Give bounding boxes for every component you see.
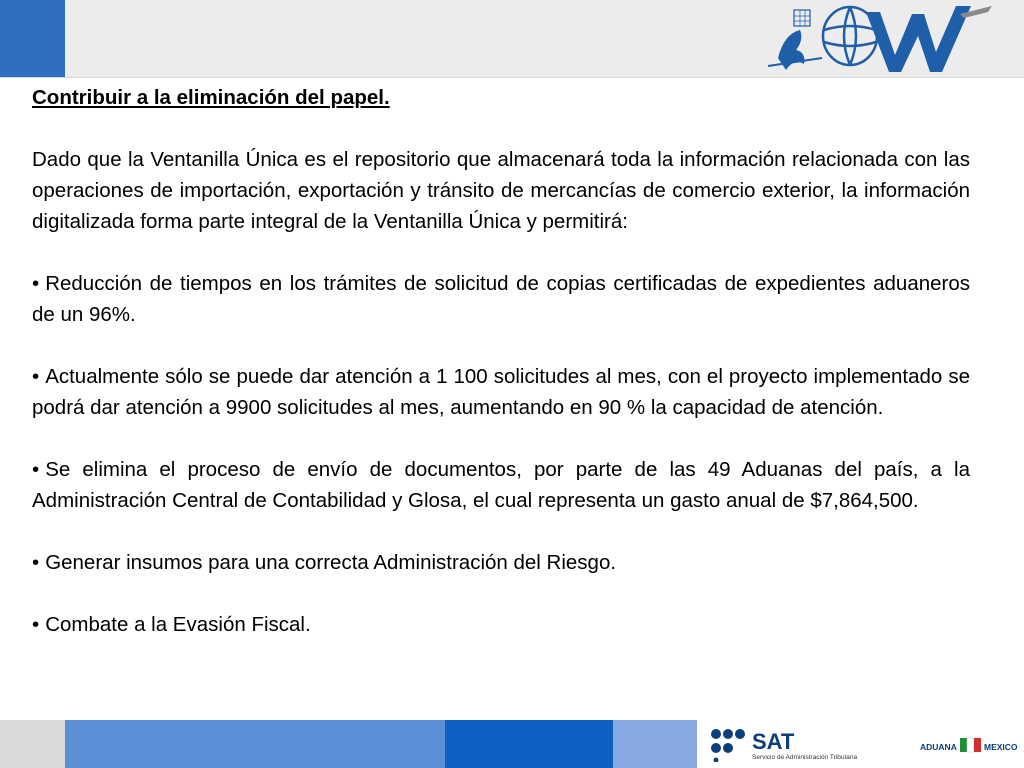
slide-content [32, 82, 970, 671]
bullet-item [32, 268, 970, 330]
aduana-text: ADUANA [920, 742, 957, 752]
intro-paragraph: Dado que la Ventanilla Única es el repositorio que almacenará toda la información relacionada con las operaciones de importación, exportación y tránsito de mercancías de comercio exterior, la información digitalizada forma parte integral de la Ventanilla Única y permitirá: [32, 148, 970, 233]
sat-logo-icon [708, 722, 908, 762]
sat-text: SAT [752, 729, 795, 754]
bullet-icon: • [32, 551, 40, 574]
bullet-text: Combate a la Evasión Fiscal. [45, 613, 311, 636]
bullet-item [32, 454, 970, 516]
slide-heading: Contribuir a la eliminación del papel. [32, 86, 390, 109]
footer-segment-gray [0, 720, 65, 768]
mexico-text: MEXICO [984, 742, 1018, 752]
accent-block [0, 0, 65, 78]
bullet-item [32, 547, 970, 578]
aduana-mexico-logo-icon [918, 736, 1022, 756]
bullet-icon: • [32, 458, 40, 481]
sat-subtitle: Servicio de Administración Tributaria [752, 754, 858, 761]
footer-segment-dark-blue [445, 720, 613, 768]
ventanilla-unica-logo-icon [764, 0, 996, 78]
footer-segment-blue [65, 720, 445, 768]
bullet-item [32, 609, 970, 640]
bullet-icon: • [32, 613, 40, 636]
bullet-text: Reducción de tiempos en los trámites de solicitud de copias certificadas de expedientes aduaneros de un 96%. [32, 272, 970, 326]
bullet-text: Actualmente sólo se puede dar atención a 1 100 solicitudes al mes, con el proyecto implementado se podrá dar atención a 9900 solicitudes al mes, aumentando en 90 % la capacidad de atención. [32, 365, 970, 419]
bullet-icon: • [32, 365, 40, 388]
bullet-item [32, 361, 970, 423]
bullet-text: Generar insumos para una correcta Administración del Riesgo. [45, 551, 617, 574]
bullet-text: Se elimina el proceso de envío de documentos, por parte de las 49 Aduanas del país, a la Administración Central de Contabilidad y Glosa, el cual representa un gasto anual de $7,864,500. [32, 458, 970, 512]
footer-segment-pale-blue [613, 720, 697, 768]
bullet-icon: • [32, 272, 40, 295]
